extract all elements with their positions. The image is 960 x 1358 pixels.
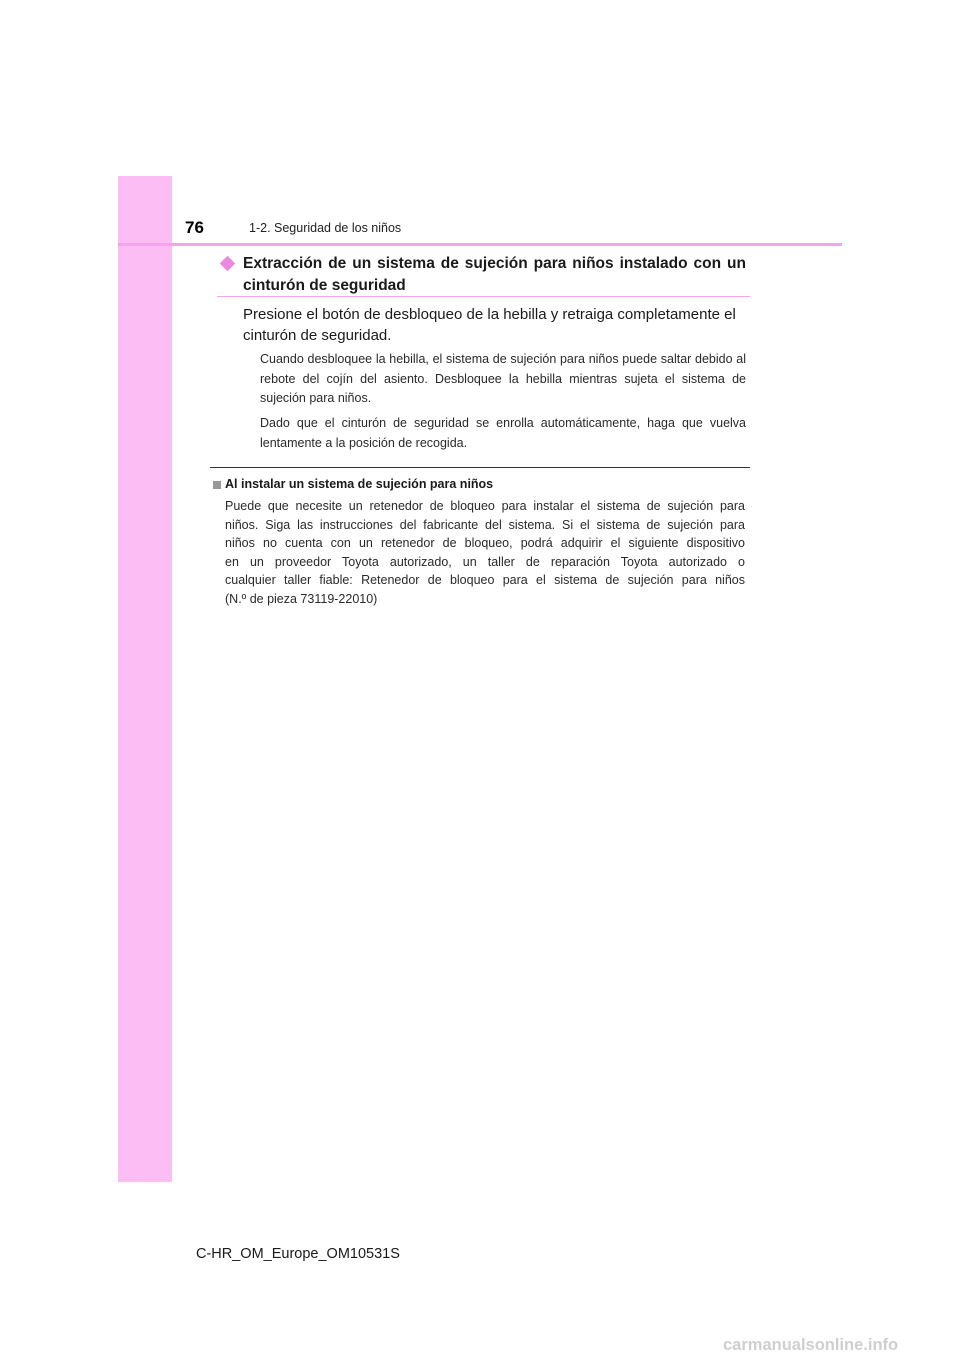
info-line: en un proveedor Toyota autorizado, un taller de reparación Toyota autorizado o — [225, 554, 745, 569]
square-bullet-icon — [213, 481, 221, 489]
info-line: niños. Siga las instrucciones del fabricante del sistema. Si el sistema de sujeción para — [225, 517, 745, 532]
chapter-title: 1-2. Seguridad de los niños — [249, 221, 402, 235]
header-divider — [118, 243, 842, 246]
info-body — [225, 497, 745, 609]
info-divider — [210, 467, 750, 468]
info-line: cualquier taller fiable: Retenedor de bloqueo para el sistema de sujeción para niños — [225, 573, 745, 588]
info-heading: Al instalar un sistema de sujeción para niños — [225, 477, 494, 491]
main-instruction: Presione el botón de desbloqueo de la hebilla y retraiga completamente el cinturón de seguridad. — [243, 306, 736, 344]
diamond-bullet-icon — [220, 256, 236, 272]
side-color-band — [118, 176, 172, 1182]
section-heading: Extracción de un sistema de sujeción para niños instalado con un cinturón de seguridad — [243, 255, 746, 294]
note-paragraph: Dado que el cinturón de seguridad se enrolla automáticamente, haga que vuelva lentamente a la posición de recogida. — [260, 416, 746, 450]
info-line: niños no cuenta con un retenedor de bloqueo, podrá adquirir el siguiente dispositivo — [225, 536, 745, 551]
page-number: 76 — [185, 218, 204, 237]
info-line: Puede que necesite un retenedor de bloqueo para instalar el sistema de sujeción para — [225, 499, 745, 513]
watermark: carmanualsonline.info — [723, 1336, 899, 1354]
note-paragraph: Cuando desbloquee la hebilla, el sistema de sujeción para niños puede saltar debido al rebote del cojín del asiento. Desbloquee la hebilla mientras sujeta el sistema de sujeción para niños. — [260, 352, 746, 405]
heading-underline — [217, 296, 750, 297]
info-line: (N.º de pieza 73119-22010) — [225, 591, 378, 606]
document-code: C-HR_OM_Europe_OM10531S — [196, 1246, 400, 1262]
